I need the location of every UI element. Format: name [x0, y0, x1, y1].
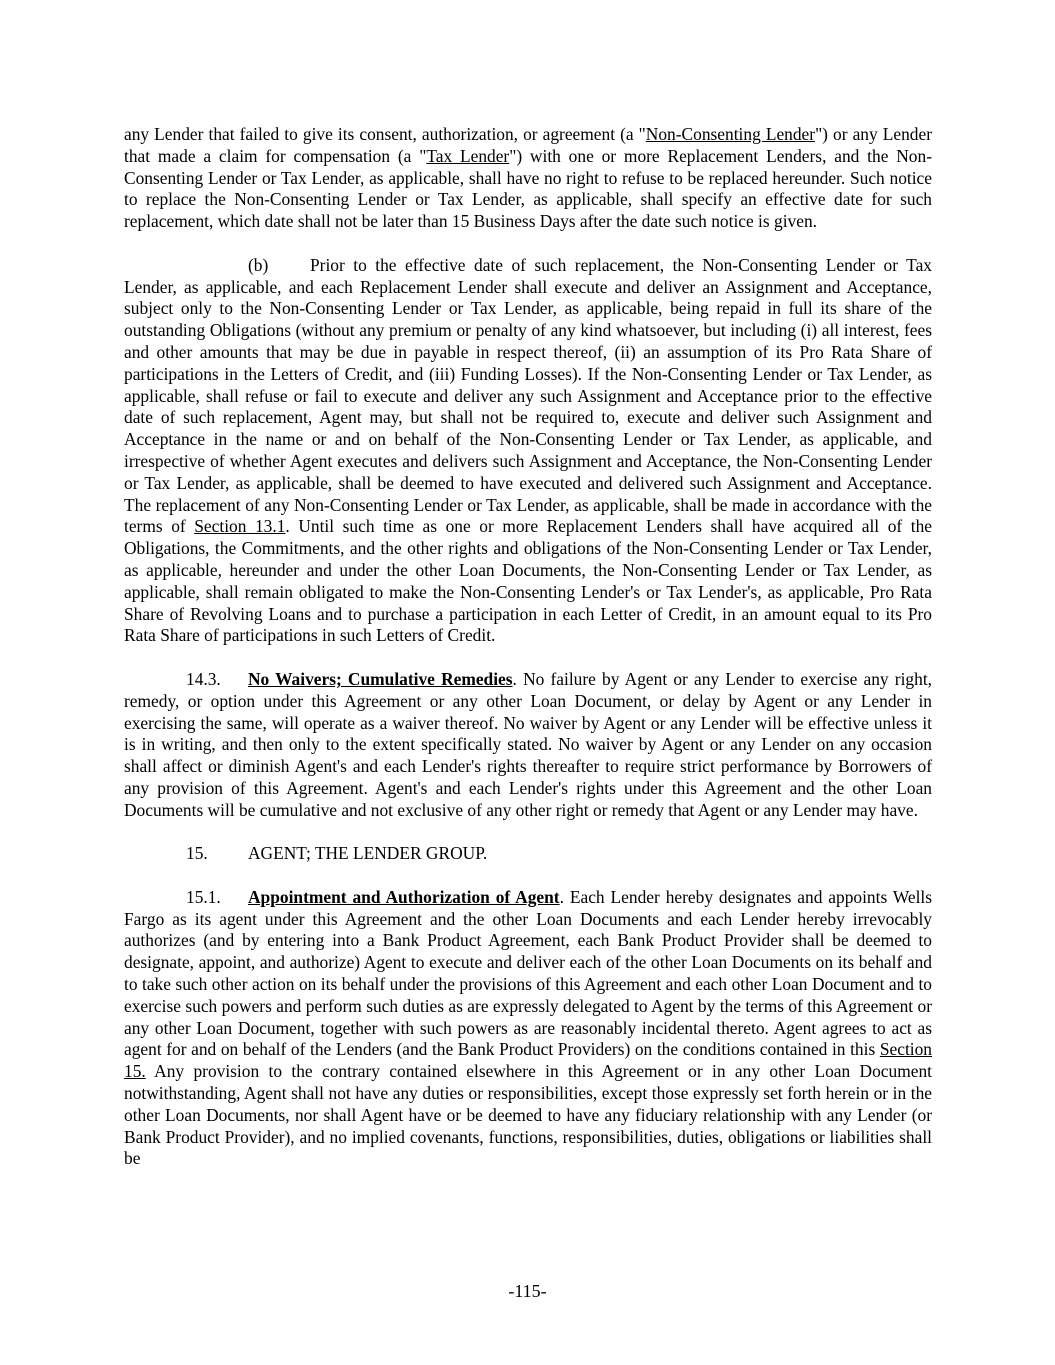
- defined-term-tax-lender: Tax Lender: [426, 145, 510, 166]
- section-14-3: [124, 669, 932, 822]
- section-number: 15.1.: [186, 886, 221, 907]
- section-15-1: [124, 887, 932, 1170]
- paragraph-b: [124, 255, 932, 647]
- text-run: . No failure by Agent or any Lender to exercise any right, remedy, or option under this Agreement or any other Loan Document, or delay by Agent or any Lender in exercising the same, will operate as a waiver thereof. No waiver by Agent or any Lender will be effective unless it is in writing, and then only to the extent specifically stated. No waiver by Agent or any Lender on any occasion shall affect or diminish Agent's and each Lender's rights thereafter to require strict performance by Borrowers of any provision of this Agreement. Agent's and each Lender's rights under this Agreement and the other Loan Documents will be cumulative and not exclusive of any other right or remedy that Agent or any Lender may have.: [124, 668, 932, 820]
- text-run: . Each Lender hereby designates and appoints Wells Fargo as its agent under this Agreement and the other Loan Documents and each Lender hereby irrevocably authorizes (and by entering into a Bank Product Agreement, each Bank Product Provider shall be deemed to designate, appoint, and authorize) Agent to execute and deliver each of the other Loan Documents on its behalf and to take such other action on its behalf under the provisions of this Agreement and each other Loan Document and to exercise such powers and perform such duties as are expressly delegated to Agent by the terms of this Agreement or any other Loan Document, together with such powers as are reasonably incidental thereto. Agent agrees to act as agent for and on behalf of the Lenders (and the Bank Product Providers) on the conditions contained in this: [124, 886, 932, 1060]
- section-reference-13-1: Section 13.1: [194, 516, 286, 537]
- text-run: ") with one or more Replacement Lenders, and the Non-Consenting Lender or Tax Lender, as applicable, shall have no right to refuse to be replaced hereunder. Such notice to replace the Non-Consenting Lender or Tax Lender, as applicable, shall specify an effective date for such replacement, which date shall not be later than 15 Business Days after the date such notice is given.: [124, 145, 932, 232]
- section-number: 14.3.: [186, 668, 221, 689]
- section-15: [124, 843, 932, 865]
- section-heading: Appointment and Authorization of Agent: [248, 886, 560, 907]
- text-run: . Until such time as one or more Replacement Lenders shall have acquired all of the Obligations, the Commitments, and the other rights and obligations of the Non-Consenting Lender or Tax Lender, as applicable, hereunder and under the other Loan Documents, the Non-Consenting Lender or Tax Lender, as applicable, shall remain obligated to make the Non-Consenting Lender's or Tax Lender's, as applicable, Pro Rata Share of Revolving Loans and to purchase a participation in each Letter of Credit, in an amount equal to its Pro Rata Share of participations in such Letters of Credit.: [124, 516, 932, 646]
- text-run: ") or any Lender that made a claim for compensation (a ": [124, 124, 933, 166]
- text-run: Any provision to the contrary contained elsewhere in this Agreement or in any other Loan Document notwithstanding, Agent shall not have any duties or responsibilities, except those expressly set forth herein or in the other Loan Documents, nor shall Agent have or be deemed to have any fiduciary relationship with any Lender (or Bank Product Provider), and no implied covenants, functions, responsibilities, duties, obligations or liabilities shall be: [124, 1061, 932, 1169]
- document-page: [124, 124, 932, 1170]
- section-heading: No Waivers; Cumulative Remedies: [248, 668, 513, 689]
- text-run: Prior to the effective date of such replacement, the Non-Consenting Lender or Tax Lender, as applicable, and each Replacement Lender shall execute and deliver an Assignment and Acceptance, subject only to the Non-Consenting Lender or Tax Lender, as applicable, being repaid in full its share of the outstanding Obligations (without any premium or penalty of any kind whatsoever, but including (i) all interest, fees and other amounts that may be due in payable in respect thereof, (ii) an assumption of its Pro Rata Share of participations in the Letters of Credit, and (iii) Funding Losses). If the Non-Consenting Lender or Tax Lender, as applicable, shall refuse or fail to execute and deliver any such Assignment and Acceptance prior to the effective date of such replacement, Agent may, but shall not be required to, execute and deliver such Assignment and Acceptance in the name or and on behalf of the Non-Consenting Lender or Tax Lender, as applicable, and irrespective of whether Agent executes and delivers such Assignment and Acceptance, the Non-Consenting Lender or Tax Lender, as applicable, shall be deemed to have executed and delivered such Assignment and Acceptance. The replacement of any Non-Consenting Lender or Tax Lender, as applicable, shall be made in accordance with the terms of: [124, 254, 932, 537]
- page-number: -115-: [508, 1281, 547, 1301]
- defined-term-non-consenting-lender: Non-Consenting Lender: [645, 124, 816, 144]
- paragraph-continuation: [124, 124, 932, 233]
- section-heading: AGENT; THE LENDER GROUP.: [248, 843, 488, 864]
- text-run: any Lender that failed to give its consent, authorization, or agreement (a ": [124, 124, 646, 144]
- section-number: 15.: [186, 843, 208, 864]
- paragraph-number: (b): [248, 254, 269, 275]
- section-reference-15: Section 15.: [124, 1039, 932, 1082]
